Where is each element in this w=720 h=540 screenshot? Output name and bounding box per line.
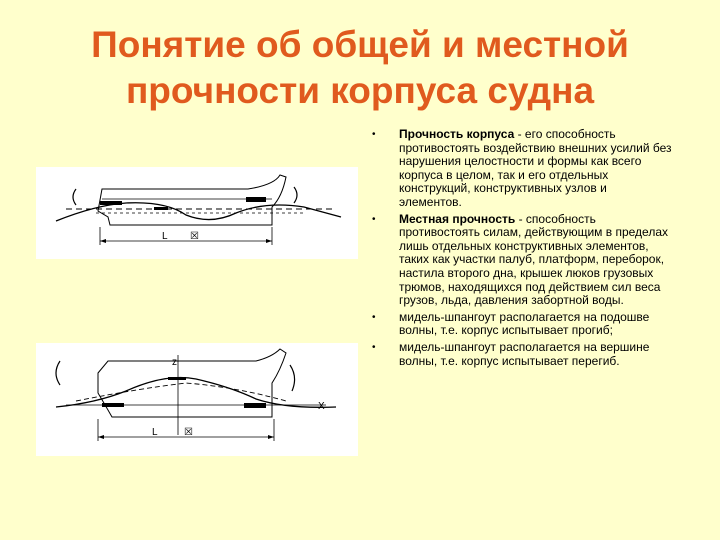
fig1-length-label: L [162, 231, 168, 242]
list-item [372, 311, 672, 338]
sagging-text: мидель-шпангоут располагается на подошве волны, т.е. корпус испытывает прогиб; [399, 309, 650, 338]
fig2-section-label: ☒ [184, 427, 193, 438]
bullet-icon: • [372, 129, 376, 140]
fig2-x-label: X [318, 401, 325, 412]
definition-text: - его способность противостоять воздействию внешних усилий без нарушения целостности и формы как всего корпуса в целом, так и его отдельных конструкций, конструктивных узлов и элементов. [399, 127, 672, 209]
list-item [372, 341, 672, 368]
title-line-2: прочности корпуса судна [125, 70, 595, 111]
list-item [372, 128, 672, 210]
fig2-z-label: z [172, 357, 177, 368]
hogging-text: мидель-шпангоут располагается на вершине волны, т.е. корпус испытывает перегиб. [399, 339, 650, 368]
hull-hogging-drawing [36, 343, 358, 456]
hull-sagging-figure [36, 167, 358, 259]
term-local-strength: Местная прочность [399, 211, 516, 226]
slide-title [0, 22, 720, 114]
title-line-1: Понятие об общей и местной [91, 24, 629, 65]
bullet-icon: • [372, 311, 376, 323]
bullet-icon: • [372, 213, 376, 225]
definitions-list [372, 128, 672, 368]
fig1-section-label: ☒ [190, 231, 199, 242]
hull-hogging-figure [36, 343, 358, 456]
hull-sagging-drawing [36, 167, 358, 259]
bullet-icon: • [372, 341, 376, 353]
list-item [372, 213, 672, 308]
fig2-length-label: L [152, 427, 158, 438]
term-hull-strength: Прочность корпуса [399, 127, 515, 141]
definition-text: - способность противостоять силам, действующим в пределах лишь отдельных конструктивных элементов, таких как участки палуб, платформ, переборок, настила второго дна, крышек люков грузовых трюмов, находящихся под действием сил веса грузов, льда, давления забортной воды. [399, 211, 668, 308]
